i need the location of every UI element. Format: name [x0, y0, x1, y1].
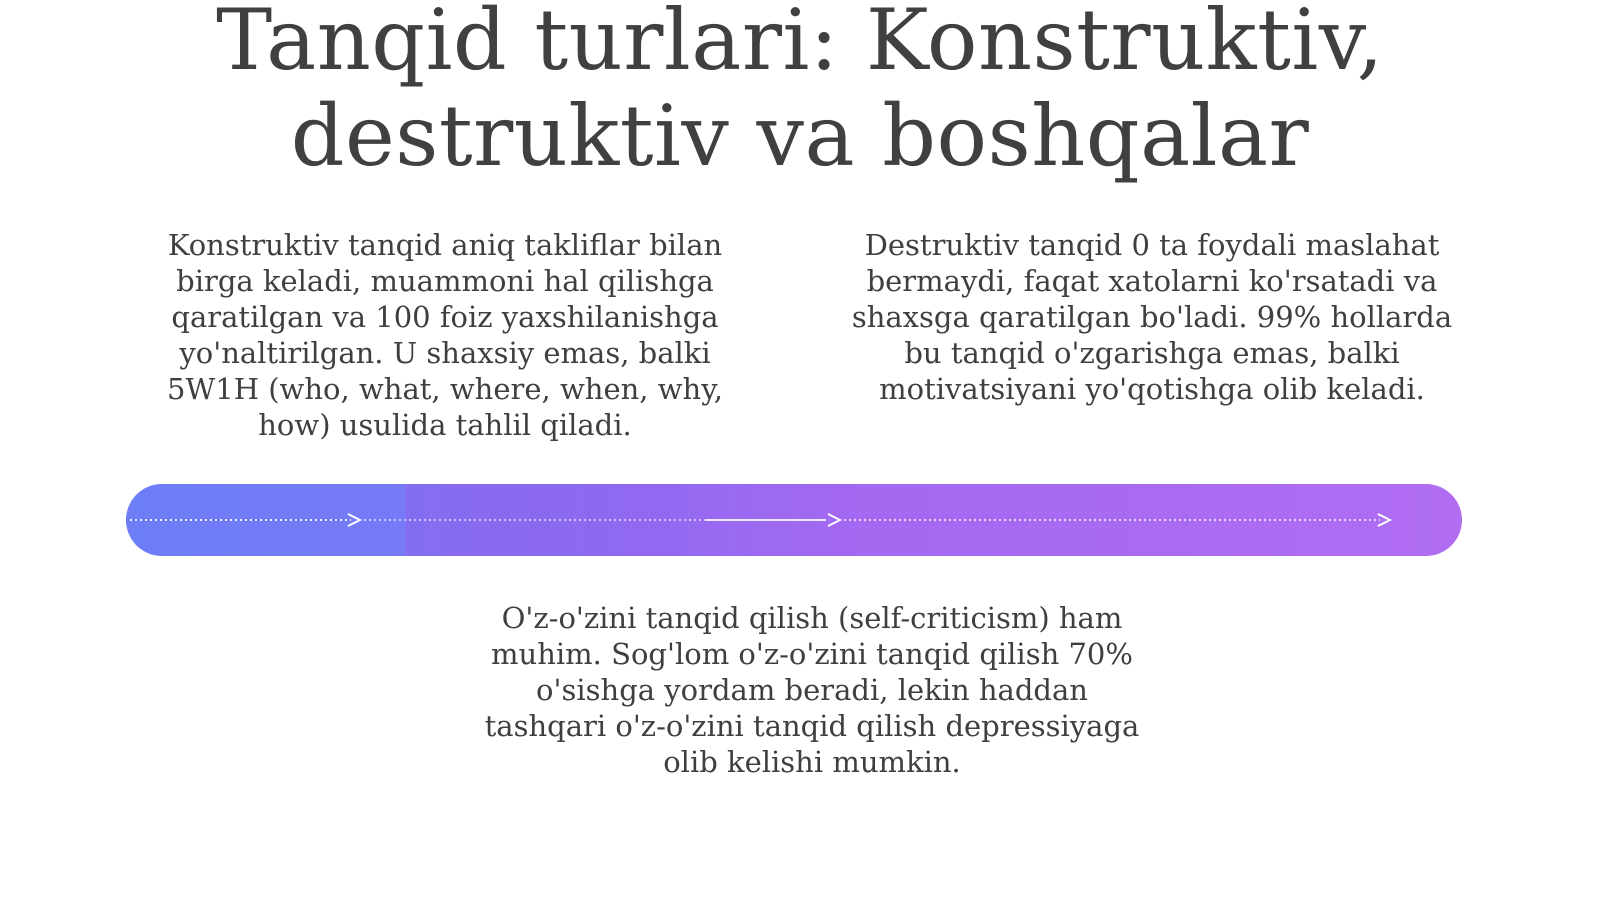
- slide-title: [0, 0, 1600, 184]
- title-line-1: Tanqid turlari: Konstruktiv,: [216, 0, 1384, 89]
- timeline-arrow-band: [126, 484, 1462, 556]
- arrow-right-icon: [348, 514, 360, 526]
- band-arrows: [126, 484, 1462, 556]
- constructive-criticism-text: Konstruktiv tanqid aniq takliflar bilan birga keladi, muammoni hal qilishga qaratilgan va 100 foiz yaxshilanishga yo'naltirilgan. U shaxsiy emas, balki 5W1H (who, what, where, when, why, how) usulida tahlil qiladi.: [167, 228, 723, 442]
- arrow-right-icon: [828, 514, 840, 526]
- destructive-criticism-text: Destruktiv tanqid 0 ta foydali maslahat bermaydi, faqat xatolarni ko'rsatadi va shaxsga qaratilgan bo'ladi. 99% hollarda bu tanqid o'zgarishga emas, balki motivatsiyani yo'qotishga olib keladi.: [851, 228, 1453, 406]
- self-criticism-text: O'z-o'zini tanqid qilish (self-criticism) ham muhim. Sog'lom o'z-o'zini tanqid qilish 70% o'sishga yordam beradi, lekin haddan tashqari o'z-o'zini tanqid qilish depressiyaga olib kelishi mumkin.: [484, 601, 1140, 779]
- title-line-2: destruktiv va boshqalar: [290, 87, 1310, 185]
